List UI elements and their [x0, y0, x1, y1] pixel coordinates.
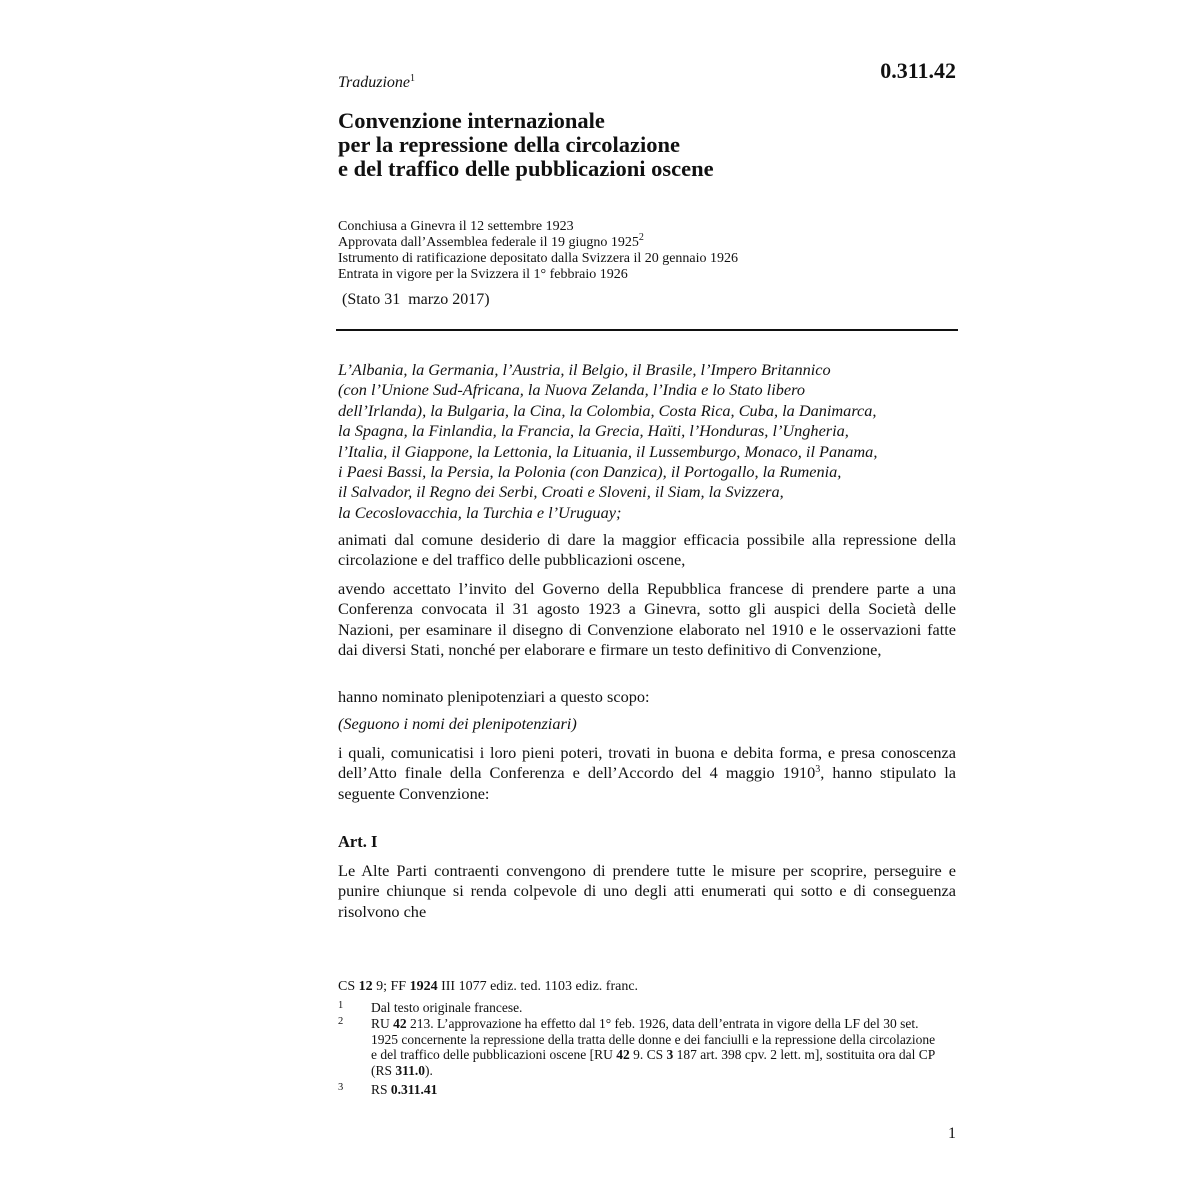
source-ref-text: 9; FF — [372, 979, 410, 994]
preamble-appointed: hanno nominato plenipotenziari a questo scopo: — [338, 687, 650, 706]
document-number: 0.311.42 — [880, 58, 956, 83]
entry-into-force-line: Entrata in vigore per la Svizzera il 1° febbraio 1926 — [338, 267, 628, 282]
ratification-line: Istrumento di ratificazione depositato dalla Svizzera il 20 gennaio 1926 — [338, 251, 739, 266]
parties-line: i Paesi Bassi, la Persia, la Polonia (con Danzica), il Portogallo, la Rumenia, — [338, 462, 842, 482]
footnote-ref-2[interactable]: 2 — [638, 232, 644, 243]
title-line: e del traffico delle pubblicazioni oscene — [338, 156, 714, 181]
approval-line — [338, 232, 958, 251]
parties-line: l’Italia, il Giappone, la Lettonia, la Lituania, il Lussemburgo, Monaco, il Panama, — [338, 441, 878, 461]
source-ref-volume: 12 — [358, 979, 373, 994]
fn-text-part: 213. L’approvazione ha effetto dal 1° feb. 1926, data dell’entrata in vigore della LF del 30 set. 1925 concernente la repressione della tratta delle donne e dei fanciulli e la repressione della circolazione e del traffico delle pubblicazioni oscene [RU — [371, 1016, 936, 1062]
footnote-ref-3[interactable]: 3 — [815, 764, 821, 776]
footnote-text: Dal testo originale francese. — [371, 1000, 523, 1015]
fn-ref-bold: 42 — [393, 1016, 407, 1031]
status-date: (Stato 31 marzo 2017) — [342, 291, 490, 308]
source-ref-year: 1924 — [409, 979, 438, 994]
plenipotentiaries-note: (Seguono i nomi dei plenipotenziari) — [338, 714, 577, 733]
footnote-text — [371, 1082, 938, 1098]
title-line: per la repressione della circolazione — [338, 132, 681, 157]
footnote-ref-1[interactable]: 1 — [410, 73, 416, 84]
fn-text-part: RS — [371, 1082, 391, 1097]
source-ref-text: III 1077 ediz. ted. 1103 ediz. franc. — [437, 979, 639, 994]
source-ref-text: CS — [338, 979, 359, 994]
preamble-stipulated — [338, 743, 956, 804]
page-number: 1 — [948, 1125, 956, 1142]
preamble-invitation: avendo accettato l’invito del Governo della Repubblica francese di prendere parte a una Conferenza convocata il 31 agosto 1923 a Ginevra, sotto gli auspici della Società delle Nazioni, per esaminare il disegno di Convenzione elaborato nel 1910 e le osservazioni fatte dai diversi Stati, nonché per elaborare e firmare un testo definitivo di Convenzione, — [338, 579, 956, 660]
parties-line: dell’Irlanda), la Bulgaria, la Cina, la Colombia, Costa Rica, Cuba, la Danimarca, — [338, 400, 877, 420]
footnote-number: 3 — [338, 1082, 344, 1093]
fn-text-part: RU — [371, 1016, 394, 1031]
stipulated-text-end: , hanno stipulato la seguente Convenzione: — [338, 763, 956, 803]
parties-line: L’Albania, la Germania, l’Austria, il Belgio, il Brasile, l’Impero Britannico — [338, 360, 831, 379]
footnote-text — [371, 1016, 938, 1078]
footnote-number: 1 — [338, 1000, 344, 1011]
translation-label — [338, 74, 415, 92]
fn-ref-bold: 311.0 — [395, 1062, 426, 1078]
header-divider — [336, 329, 958, 331]
title-line: Convenzione internazionale — [338, 108, 605, 133]
fn-ref-bold: 3 — [666, 1047, 674, 1062]
approval-text: Approvata dall’Assemblea federale il 19 giugno 1925 — [338, 235, 639, 250]
contracting-parties — [338, 360, 956, 523]
preamble-desire: animati dal comune desiderio di dare la maggior efficacia possibile alla repressione della circolazione e del traffico delle pubblicazioni oscene, — [338, 530, 956, 570]
footnote-1 — [338, 1000, 938, 1016]
article-text: Le Alte Parti contraenti convengono di prendere tutte le misure per scoprire, perseguire e punire chiunque si renda colpevole di uno degli atti enumerati qui sotto e di conseguenza risolvono che — [338, 861, 956, 921]
source-reference — [338, 979, 638, 995]
footnote-number: 2 — [338, 1016, 344, 1027]
parties-line: la Cecoslovacchia, la Turchia e l’Uruguay; — [338, 502, 622, 522]
translation-label-text: Traduzione — [338, 74, 411, 91]
fn-ref-bold: 0.311.41 — [390, 1082, 438, 1097]
article-heading: Art. I — [338, 832, 378, 851]
concluded-date: Conchiusa a Ginevra il 12 settembre 1923 — [338, 219, 574, 234]
footnote-2 — [338, 1016, 938, 1078]
document-title — [338, 109, 938, 181]
fn-text-part: 187 art. 398 cpv. 2 lett. m], sostituita ora dal CP (RS — [371, 1047, 935, 1078]
document-metadata — [338, 219, 958, 283]
stipulated-text: i quali, comunicatisi i loro pieni poteri, trovati in buona e debita forma, e presa conoscenza dell’Atto finale della Conferenza e dell’Accordo del 4 maggio 1910 — [338, 743, 956, 783]
fn-ref-bold: 42 — [616, 1047, 630, 1062]
parties-line: la Spagna, la Finlandia, la Francia, la Grecia, Haïti, l’Honduras, l’Ungheria, — [338, 421, 849, 441]
footnote-3 — [338, 1082, 938, 1098]
fn-text-part: 9. CS — [629, 1047, 667, 1062]
parties-line: il Salvador, il Regno dei Serbi, Croati e Sloveni, il Siam, la Svizzera, — [338, 482, 784, 502]
fn-text-part: ). — [425, 1062, 433, 1078]
parties-line: (con l’Unione Sud-Africana, la Nuova Zelanda, l’India e lo Stato libero — [338, 380, 805, 400]
